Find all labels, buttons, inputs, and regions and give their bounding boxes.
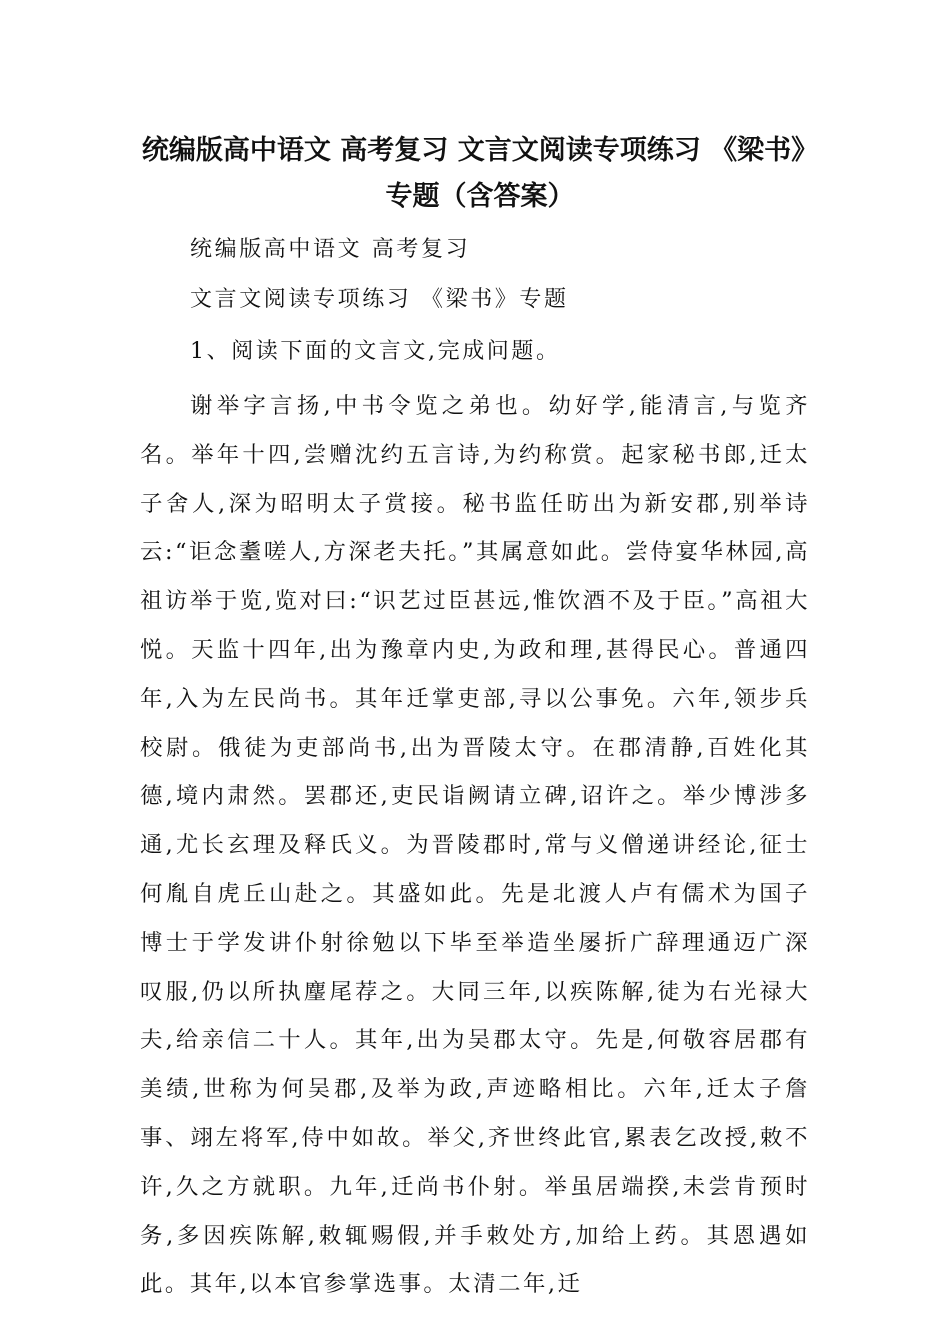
classical-passage: 谢举字言扬,中书令览之弟也。幼好学,能清言,与览齐名。举年十四,尝赠沈约五言诗,为约称赏。起家秘书郎,迁太子舍人,深为昭明太子赏接。秘书监任昉出为新安郡,别举诗云:“讵念耋嗟人,方深老夫托。”其属意如此。尝侍宴华林园,高祖访举于览,览对曰:“识艺过臣甚远,惟饮酒不及于臣。”高祖大悦。天监十四年,出为豫章内史,为政和理,甚得民心。普通四年,入为左民尚书。其年迁掌吏部,寻以公事免。六年,领步兵校尉。俄徒为吏部尚书,出为晋陵太守。在郡清静,百姓化其德,境内肃然。罢郡还,吏民诣阙请立碑,诏许之。举少博涉多通,尤长玄理及释氏义。为晋陵郡时,常与义僧递讲经论,征士何胤自虎丘山赴之。其盛如此。先是北渡人卢有儒术为国子博士于学发讲仆射徐勉以下毕至举造坐屡折广辞理通迈广深叹服,仍以所执麈尾荐之。大同三年,以疾陈解,徒为右光禄大夫,给亲信二十人。其年,出为吴郡太守。先是,何敬容居郡有美绩,世称为何吴郡,及举为政,声迹略相比。六年,迁太子詹事、翊左将军,侍中如故。举父,齐世终此官,累表乞改授,敕不许,久之方就职。九年,迁尚书仆射。举虽居端揆,未尝肯预时务,多因疾陈解,敕辄赐假,并手敕处方,加给上药。其恩遇如此。其年,以本官参掌选事。太清二年,迁 <box>140 393 810 1298</box>
subtitle-course: 统编版高中语文 高考复习 <box>190 237 471 262</box>
question-intro: 1、阅读下面的文言文,完成问题。 <box>190 339 561 364</box>
subtitle-topic: 文言文阅读专项练习 《梁书》专题 <box>190 287 569 312</box>
document-title: 统编版高中语文 高考复习 文言文阅读专项练习 《梁书》专题（含答案） <box>141 135 819 212</box>
